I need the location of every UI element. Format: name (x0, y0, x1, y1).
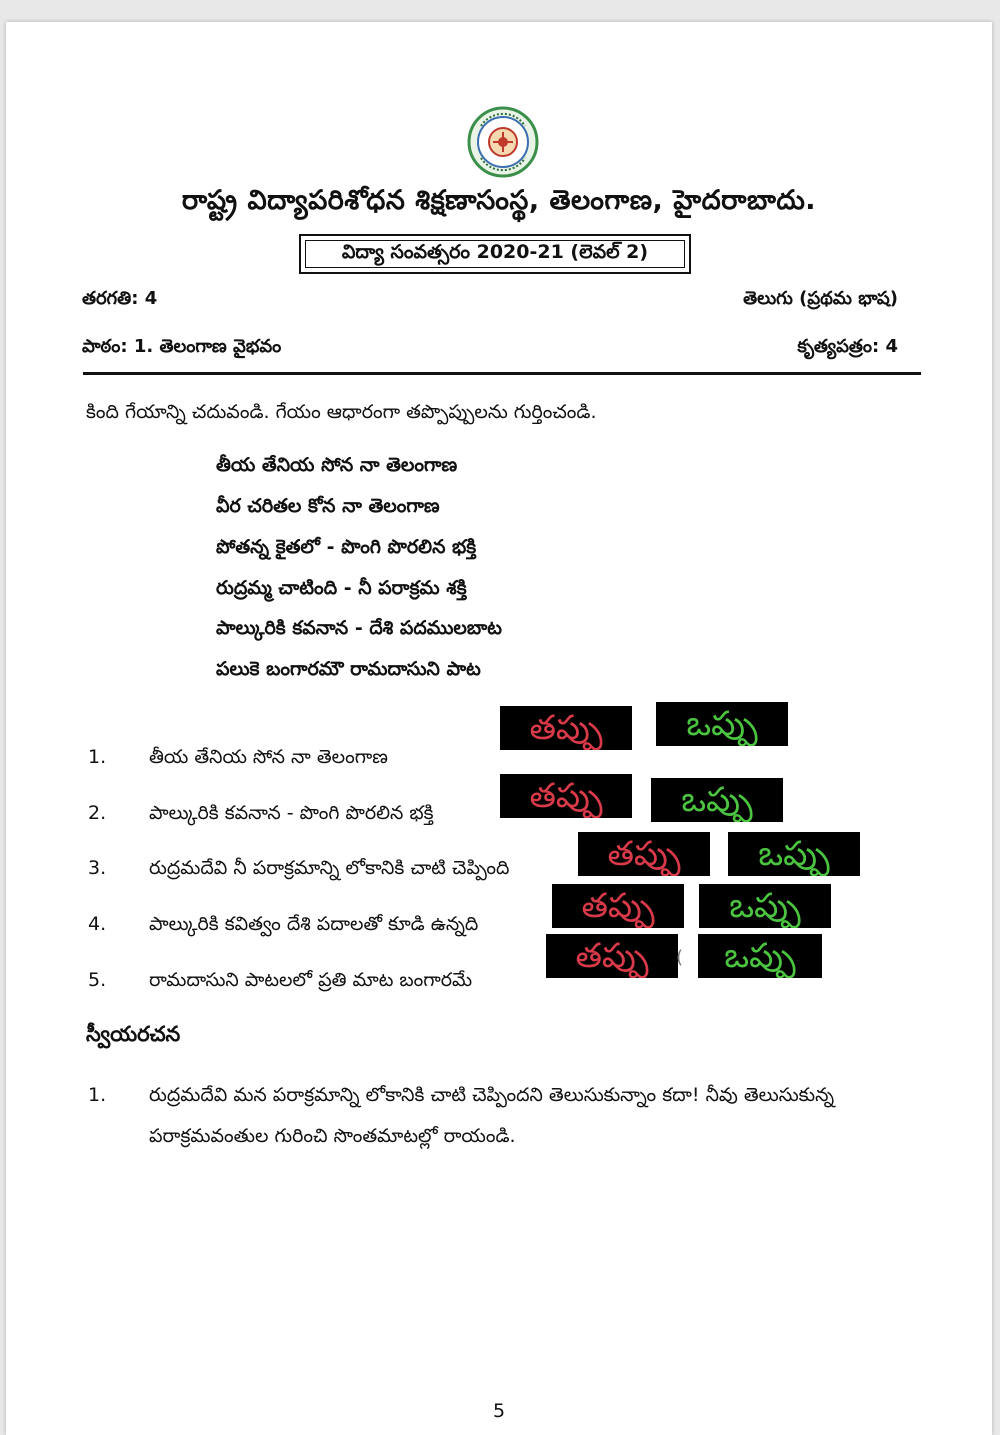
lesson-label: పాఠం: 1. తెలంగాణ వైభవం (82, 336, 282, 357)
question-text: తీయ తేనియ సోన నా తెలంగాణ (149, 746, 388, 768)
stray-mark: ( (676, 947, 684, 968)
answer-wrong-button[interactable]: తప్పు (552, 884, 684, 928)
answer-right-button[interactable]: ఒప్పు (698, 934, 822, 978)
poem-line: పోతన్న కైతలో - పొంగి పొరలిన భక్తి (216, 536, 477, 558)
question-text: పాల్కురికి కవిత్వం దేశి పదాలతో కూడి ఉన్నది (149, 913, 479, 935)
answer-wrong-button[interactable]: తప్పు (546, 934, 678, 978)
answer-right-button[interactable]: ఒప్పు (656, 702, 788, 746)
org-title: రాష్ట్ర విద్యాపరిశోధన శిక్షణాసంస్థ, తెలంగాణ, హైదరాబాదు. (181, 185, 817, 216)
question-number: 1. (88, 746, 107, 768)
answer-right-button[interactable]: ఒప్పు (728, 832, 860, 876)
answer-right-button[interactable]: ఒప్పు (651, 778, 783, 822)
poem-line: పాల్కురికి కవనాన - దేశి పదములబాట (216, 617, 502, 639)
class-label: తరగతి: 4 (82, 288, 158, 309)
academic-year-box (299, 234, 691, 274)
academic-year: విద్యా సంవత్సరం 2020-21 (లెవల్ 2) (305, 240, 685, 268)
section-title: స్వీయరచన (86, 1022, 181, 1046)
answer-right-button[interactable]: ఒప్పు (699, 884, 831, 928)
poem-line: తీయ తేనియ సోన నా తెలంగాణ (216, 454, 458, 476)
question-number: 2. (88, 802, 107, 824)
answer-wrong-button[interactable]: తప్పు (500, 774, 632, 818)
scert-seal-logo (467, 106, 539, 178)
answer-wrong-button[interactable]: తప్పు (578, 832, 710, 876)
worksheet-page (6, 22, 992, 1435)
question-text: రామదాసుని పాటలలో ప్రతి మాట బంగారమే (149, 969, 473, 991)
worksheet-label: కృత్యపత్రం: 4 (797, 336, 898, 357)
question-text: పాల్కురికి కవనాన - పొంగి పొరలిన భక్తి (149, 802, 434, 824)
question-number: 5. (88, 969, 107, 991)
poem-line: వీర చరితల కోన నా తెలంగాణ (216, 495, 440, 517)
subject-label: తెలుగు (ప్రథమ భాష) (743, 288, 898, 309)
header-divider (83, 372, 921, 375)
instruction-text: కింది గేయాన్ని చదువండి. గేయం ఆధారంగా తప్పొప్పులను గుర్తించండి. (86, 401, 597, 423)
essay-item-text: రుద్రమదేవి మన పరాక్రమాన్ని లోకానికి చాటి చెప్పిందని తెలుసుకున్నాం కదా! నీవు తెలుసుకున్న పరాక్రమవంతుల గురించి సొంతమాటల్లో రాయండి. (149, 1084, 835, 1147)
page-number: 5 (492, 1400, 506, 1422)
poem-line: పలుకె బంగారమౌ రామదాసుని పాట (216, 658, 481, 680)
poem-line: రుద్రమ్మ చాటింది - నీ పరాక్రమ శక్తి (216, 577, 467, 599)
essay-item-number: 1. (88, 1084, 107, 1106)
question-text: రుద్రమదేవి నీ పరాక్రమాన్ని లోకానికి చాటి చెప్పింది (149, 857, 510, 879)
answer-wrong-button[interactable]: తప్పు (500, 706, 632, 750)
question-number: 3. (88, 857, 107, 879)
question-number: 4. (88, 913, 107, 935)
